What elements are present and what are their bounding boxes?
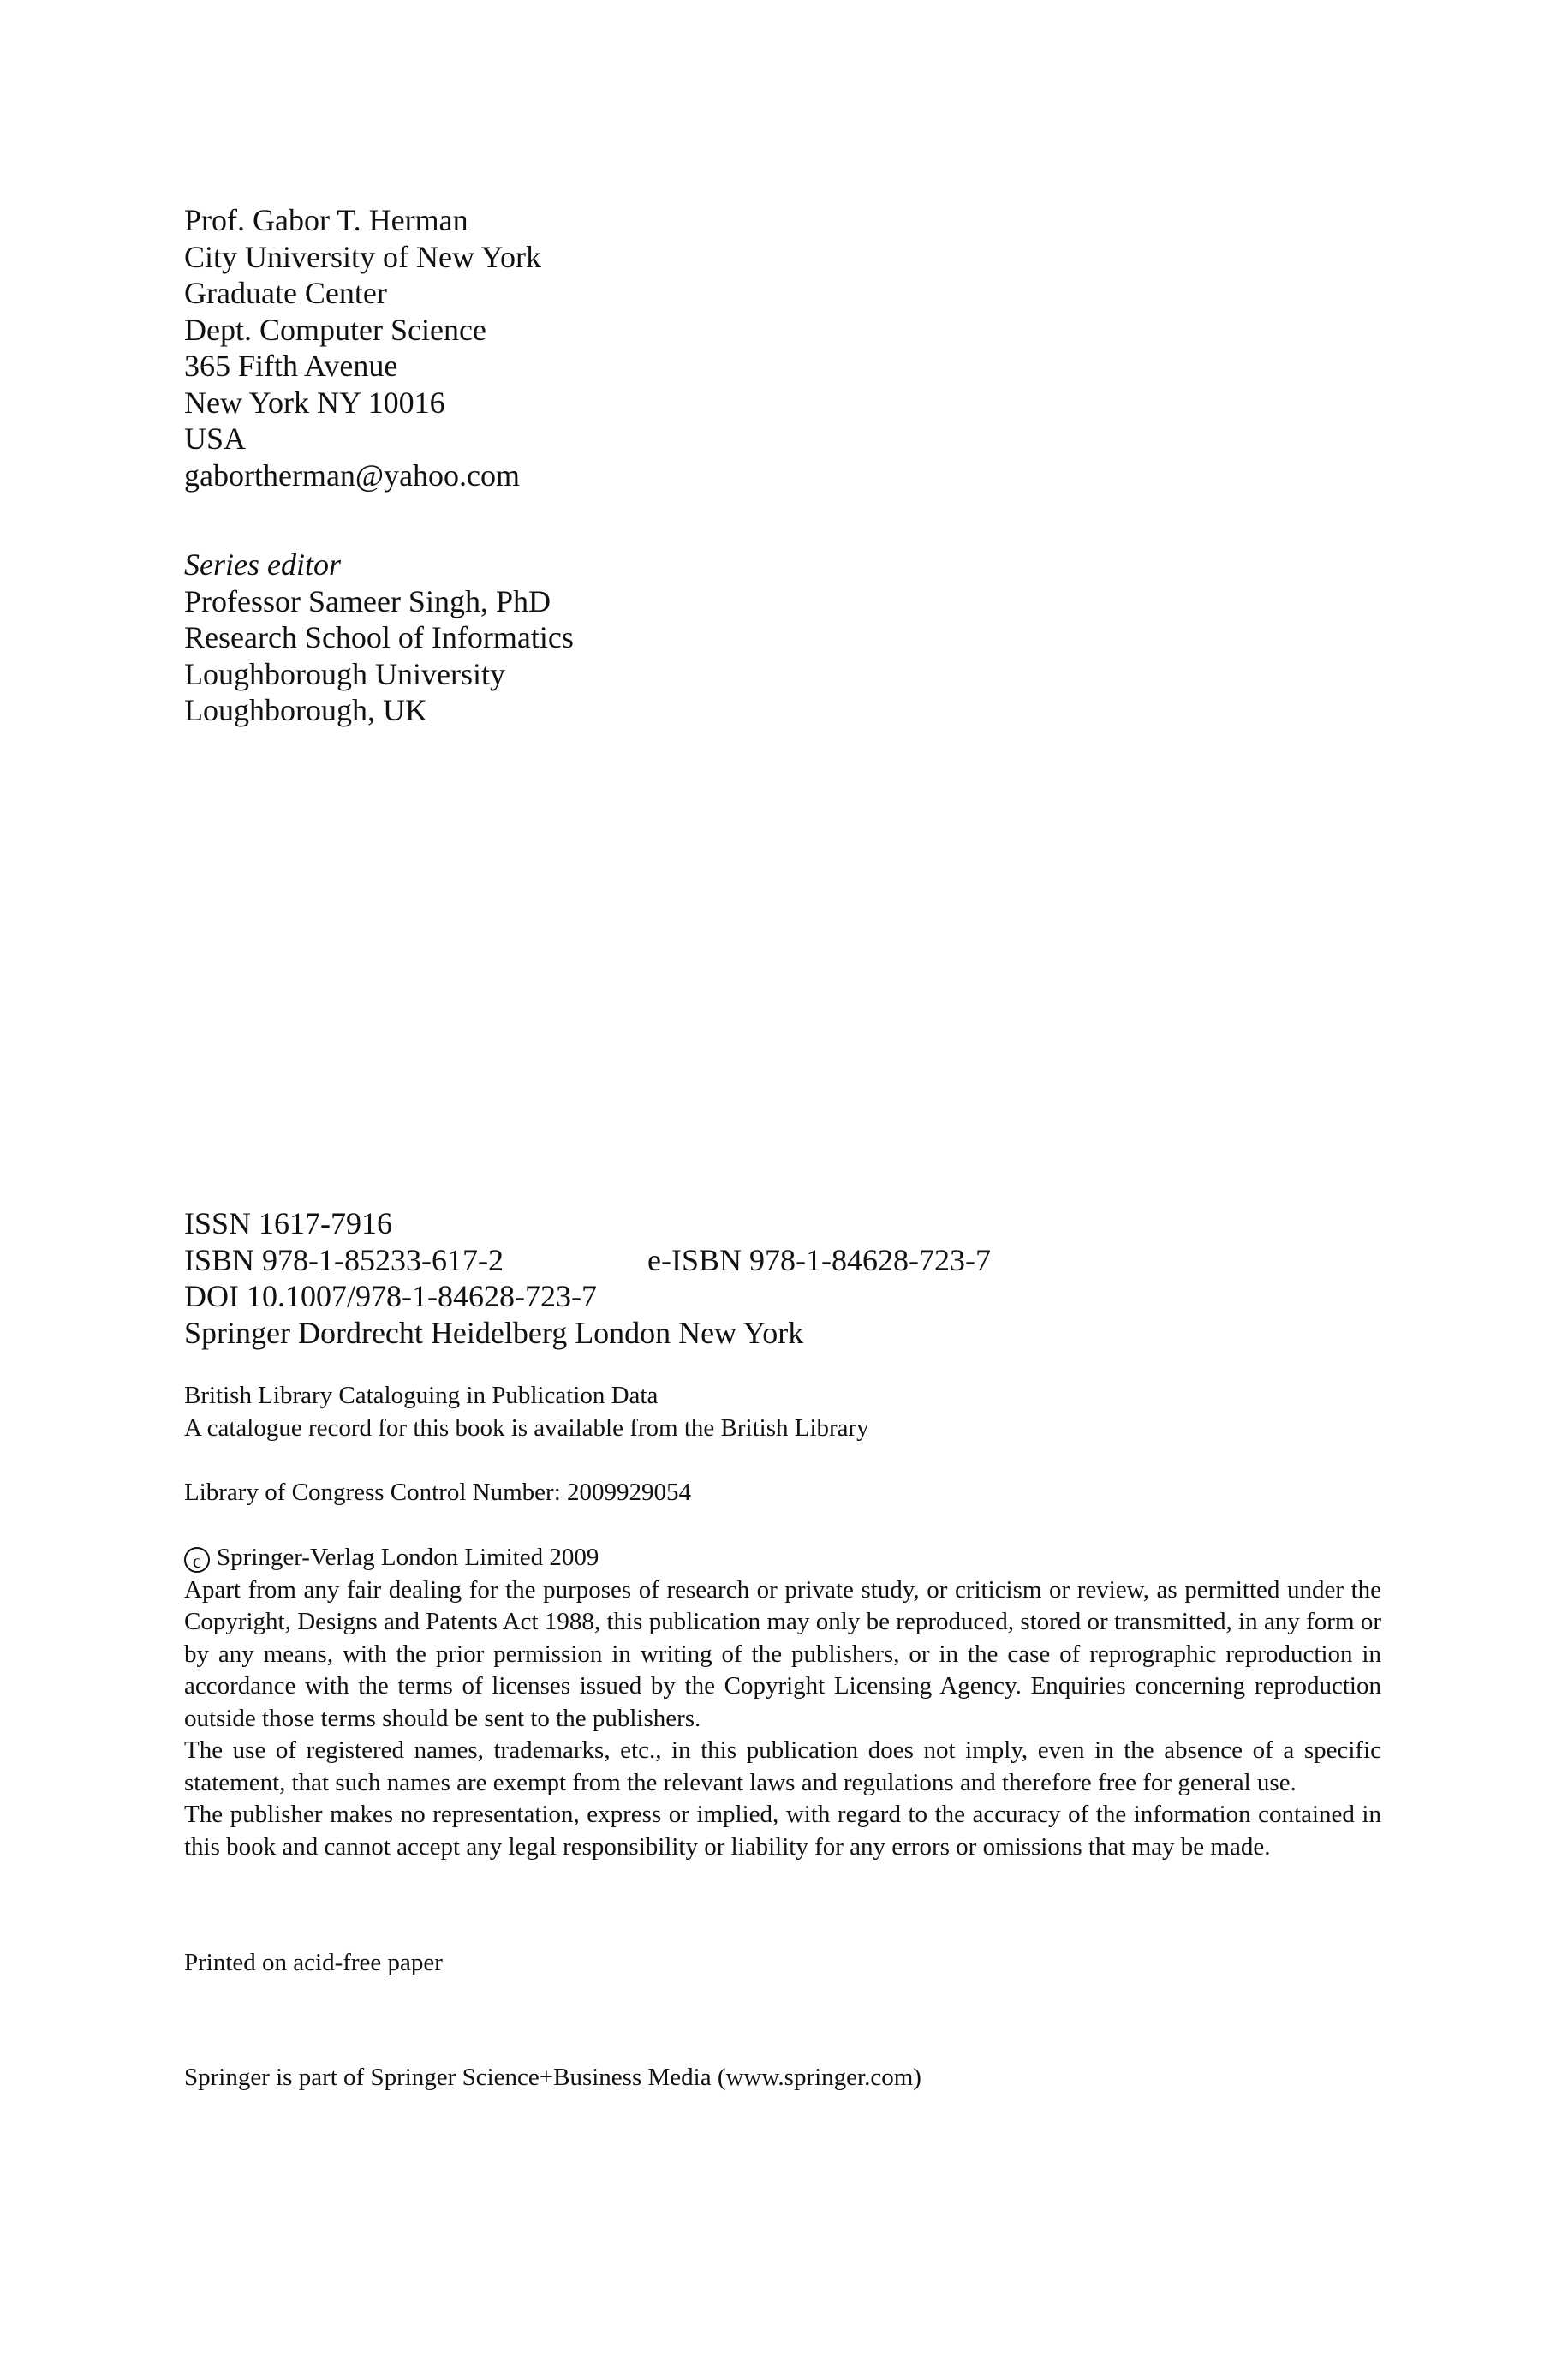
- author-name: Prof. Gabor T. Herman: [184, 203, 468, 237]
- copyright-notice: [184, 1542, 1381, 1574]
- loc-control-number: Library of Congress Control Number: 2009929054: [184, 1479, 692, 1506]
- cataloguing-line-2: A catalogue record for this book is available from the British Library: [184, 1413, 869, 1442]
- editor-name: Professor Sameer Singh, PhD: [184, 583, 551, 618]
- copyright-holder: Springer-Verlag London Limited 2009: [217, 1544, 599, 1571]
- eisbn: e-ISBN 978-1-84628-723-7: [647, 1242, 991, 1277]
- author-street: 365 Fifth Avenue: [184, 349, 398, 383]
- copyright-icon: c: [184, 1547, 210, 1573]
- author-department: Dept. Computer Science: [184, 312, 486, 347]
- editor-location: Loughborough, UK: [184, 693, 427, 727]
- issn: ISSN 1617-7916: [184, 1206, 393, 1240]
- series-editor: [184, 547, 574, 729]
- series-editor-heading: Series editor: [184, 547, 341, 582]
- isbn-row: [184, 1242, 1383, 1279]
- publisher-locations: Springer Dordrecht Heidelberg London New York: [184, 1315, 804, 1350]
- isbn: ISBN 978-1-85233-617-2: [184, 1242, 504, 1277]
- copyright-paragraph-1: Apart from any fair dealing for the purposes of research or private study, or criticism or review, as permitted under the Copyright, Designs and Patents Act 1988, this publication may only be reproduced, stored or transmitted, in any form or by any means, with the prior permission in writing of the publishers, or in the case of reprographic reproduction in accordance with the terms of licenses issued by the Copyright Licensing Agency. Enquiries concerning reproduction outside those terms should be sent to the publishers.: [184, 1575, 1381, 1732]
- cataloguing-data: [184, 1380, 1381, 1444]
- copyright-paragraph-3: The publisher makes no representation, express or implied, with regard to the accuracy of the information contained in this book and cannot accept any legal responsibility or liability for any errors or omissions that may be made.: [184, 1801, 1381, 1861]
- author-university: City University of New York: [184, 239, 542, 274]
- copyright-section: [184, 1542, 1381, 1863]
- identifiers: [184, 1205, 1383, 1351]
- editor-school: Research School of Informatics: [184, 620, 574, 654]
- author-country: USA: [184, 421, 247, 456]
- doi: DOI 10.1007/978-1-84628-723-7: [184, 1279, 597, 1313]
- printed-note: Printed on acid-free paper: [184, 1949, 443, 1976]
- editor-university: Loughborough University: [184, 656, 505, 691]
- author-center: Graduate Center: [184, 276, 387, 310]
- author-email: gabortherman@yahoo.com: [184, 457, 521, 493]
- cataloguing-line-1: British Library Cataloguing in Publication Data: [184, 1382, 659, 1409]
- author-address: [184, 202, 541, 493]
- author-city: New York NY 10016: [184, 385, 445, 420]
- springer-note: Springer is part of Springer Science+Business Media (www.springer.com): [184, 2064, 921, 2091]
- copyright-paragraph-2: The use of registered names, trademarks, etc., in this publication does not imply, even in the absence of a specific statement, that such names are exempt from the relevant laws and regulations and therefore free for general use.: [184, 1736, 1381, 1796]
